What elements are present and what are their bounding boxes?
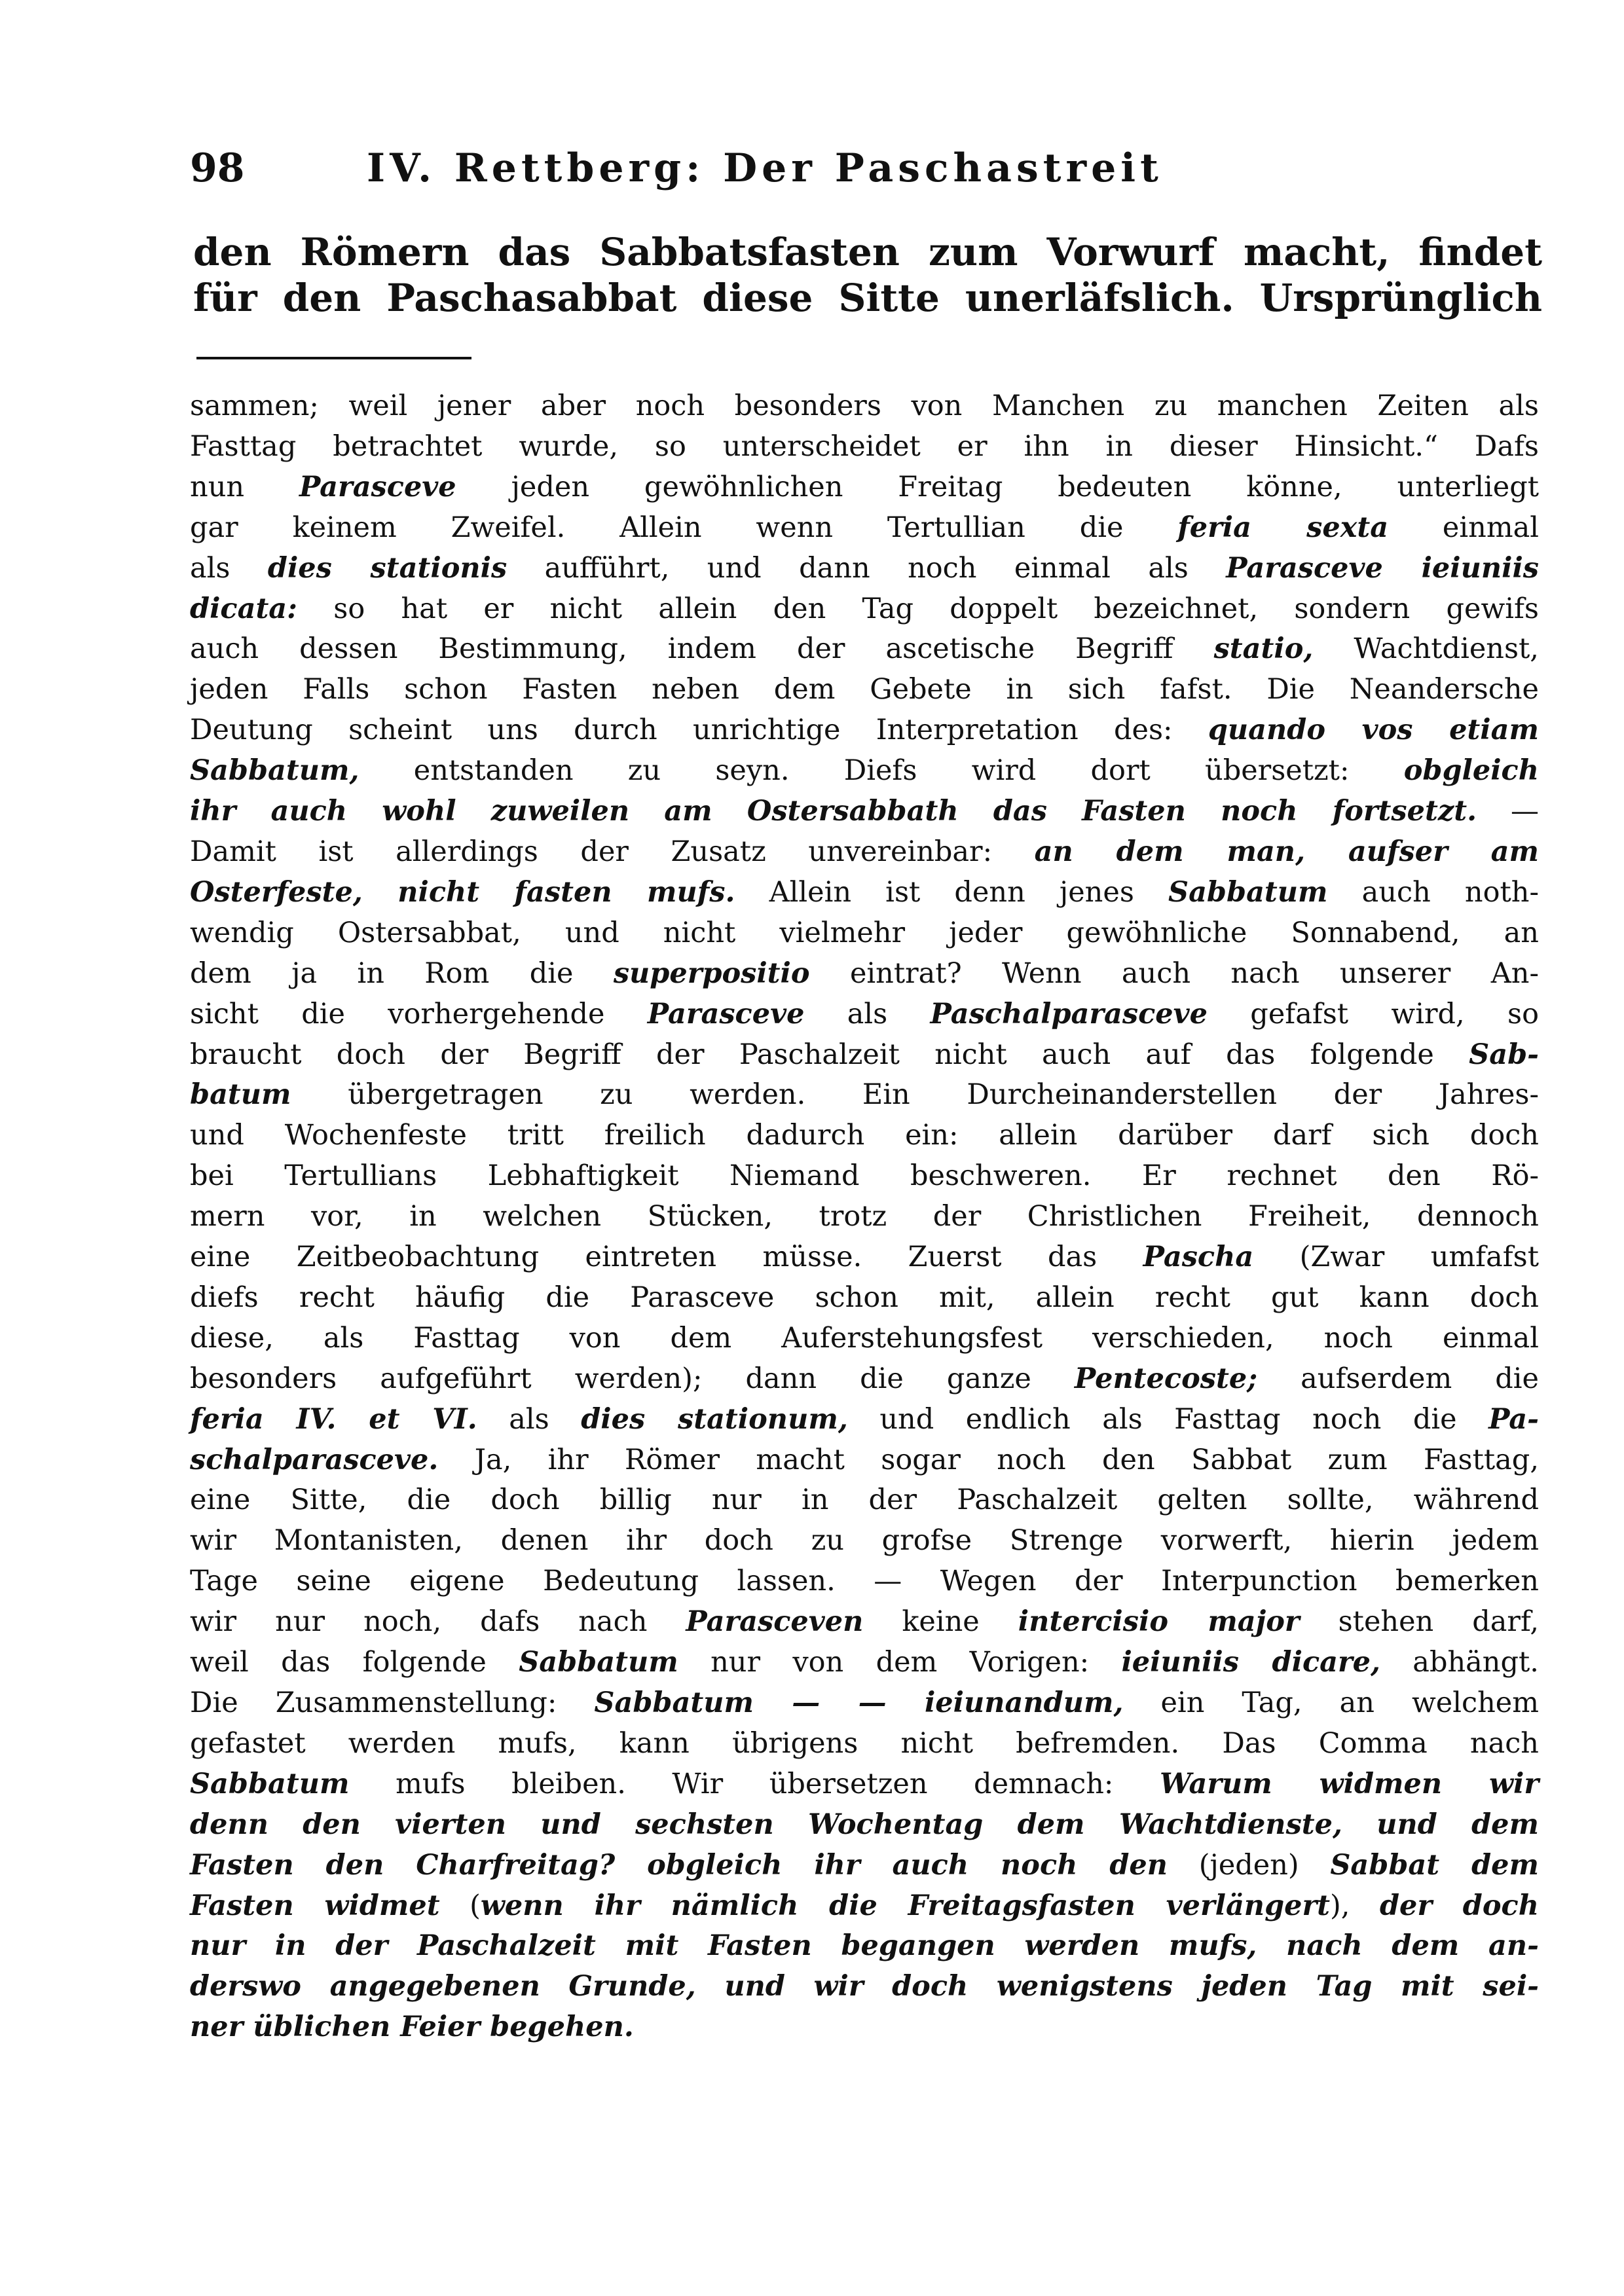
footnote-italic-run: Osterfeste, nicht fasten mufs. — [190, 875, 735, 909]
footnote-text-run: wir nur noch, dafs nach — [190, 1605, 686, 1639]
running-head — [190, 145, 1342, 191]
running-title: IV. Rettberg: Der Paschastreit — [367, 145, 1163, 191]
footnote-text-run: entstanden zu seyn. Diefs wird dort übersetzt: — [359, 754, 1404, 788]
footnote-text-run: Damit ist allerdings der Zusatz unvereinbar: — [190, 835, 1035, 868]
footnote-italic-run: ner üblichen Feier begehen. — [190, 2011, 634, 2044]
footnote-line — [190, 1643, 1539, 1683]
footnote-italic-run: Fasten widmet — [190, 1889, 440, 1922]
footnote-line — [190, 386, 1539, 427]
footnote-line — [190, 1278, 1539, 1319]
footnote-text-run: eintrat? Wenn auch nach unserer An- — [809, 957, 1539, 990]
main-text — [193, 229, 1542, 321]
footnote-italic-run: quando vos etiam — [1208, 714, 1539, 747]
footnote-text-run: stehen darf, — [1299, 1605, 1540, 1639]
footnote-text-run: gar keinem Zweifel. Allein wenn Tertullian die — [190, 511, 1178, 544]
footnote-line — [190, 832, 1539, 873]
footnote-italic-run: Sabbatum — [190, 1767, 350, 1800]
page-number: 98 — [190, 145, 245, 191]
footnote-text-run: nur von dem Vorigen: — [678, 1646, 1122, 1679]
footnote-line — [190, 589, 1539, 630]
footnote-text-run: so hat er nicht allein den Tag doppelt bezeichnet, sondern gewifs — [297, 592, 1539, 625]
footnote-text-run: Allein ist denn jenes — [735, 875, 1169, 909]
footnote-text-run: Ja, ihr Römer macht sogar noch den Sabbat zum Fasttag, — [438, 1443, 1539, 1476]
footnote-italic-run: dies stationum, — [581, 1402, 848, 1436]
footnote-line — [190, 549, 1539, 589]
footnote-line — [190, 1561, 1539, 1602]
footnote-text-run: und endlich als Fasttag noch die — [847, 1402, 1489, 1436]
footnote-line — [190, 1075, 1539, 1116]
footnote-text-run: jeden Falls schon Fasten neben dem Gebete in sich fafst. Die Neandersche — [190, 673, 1539, 706]
footnote-line — [190, 1926, 1539, 1967]
footnote-italic-run: statio, — [1213, 632, 1314, 666]
footnote-italic-run: ihr auch wohl zuweilen am Ostersabbath das Fasten noch fortsetzt. — [190, 795, 1477, 828]
footnote-text-run: Fasttag betrachtet wurde, so unterscheidet er ihn in dieser Hinsicht.“ Dafs — [190, 429, 1539, 463]
footnote-text-run: diese, als Fasttag von dem Auferstehungsfest verschieden, noch einmal — [190, 1321, 1539, 1355]
footnote-text-run: und Wochenfeste tritt freilich dadurch ein: allein darüber darf sich doch — [190, 1119, 1539, 1152]
footnote-text-run: sicht die vorhergehende — [190, 997, 648, 1030]
footnote-italic-run: dicata: — [190, 592, 298, 625]
footnote-text-run: als — [477, 1402, 581, 1436]
footnote-italic-run: Sab- — [1469, 1038, 1539, 1071]
footnote-italic-run: wenn ihr nämlich die Freitagsfasten verlängert — [480, 1889, 1331, 1922]
footnote-line — [190, 1724, 1539, 1764]
main-text-line: den Römern das Sabbatsfasten zum Vorwurf macht, findet — [193, 230, 1542, 274]
footnote-line — [190, 913, 1539, 954]
footnote-text-run: abhängt. — [1380, 1646, 1539, 1679]
footnote-text-run: Die Zusammenstellung: — [190, 1686, 595, 1719]
footnote-text-run: gefastet werden mufs, kann übrigens nicht befremden. Das Comma nach — [190, 1726, 1539, 1760]
footnote-line — [190, 427, 1539, 467]
footnote-line — [190, 1359, 1539, 1400]
footnote-italic-run: Sabbatum, — [190, 754, 360, 788]
footnote-italic-run: nur in der Paschalzeit mit Fasten begangen werden mufs, nach dem an- — [190, 1929, 1539, 1963]
footnote-text-run: Deutung scheint uns durch unrichtige Interpretation des: — [190, 714, 1208, 747]
footnote-italic-run: derswo angegebenen Grunde, und wir doch wenigstens jeden Tag mit sei- — [190, 1970, 1539, 2003]
footnote-text-run: mern vor, in welchen Stücken, trotz der Christlichen Freiheit, dennoch — [190, 1200, 1539, 1233]
footnote-text-run: sammen; weil jener aber noch besonders von Manchen zu manchen Zeiten als — [190, 390, 1539, 422]
footnote-divider — [196, 357, 471, 359]
footnote-text-run: jeden gewöhnlichen Freitag bedeuten könne, unterliegt — [456, 470, 1540, 503]
footnote-block — [190, 386, 1539, 2048]
footnote-italic-run: Pa- — [1488, 1402, 1539, 1436]
footnote-text-run: aufserdem die — [1257, 1362, 1539, 1395]
footnote-line — [190, 1197, 1539, 1237]
footnote-italic-run: der doch — [1379, 1889, 1539, 1922]
footnote-line — [190, 629, 1539, 670]
footnote-text-run: — — [1477, 795, 1540, 828]
footnote-line — [190, 508, 1539, 549]
footnote-italic-run: Fasten den Charfreitag? obgleich ihr auch noch den — [190, 1848, 1168, 1882]
footnote-text-run: eine Sitte, die doch billig nur in der Paschalzeit gelten sollte, während — [190, 1484, 1539, 1517]
footnote-text-run: Tage seine eigene Bedeutung lassen. — Wegen der Interpunction bemerken — [190, 1565, 1539, 1598]
footnote-italic-run: feria sexta — [1177, 511, 1389, 544]
footnote-italic-run: Sabbatum — [1168, 875, 1328, 909]
footnote-italic-run: schalparasceve. — [190, 1443, 439, 1476]
footnote-text-run: einmal — [1388, 511, 1539, 544]
footnote-text-run: als — [190, 551, 268, 585]
footnote-text-run: auch noth- — [1327, 875, 1540, 909]
footnote-text-run: ), — [1330, 1889, 1380, 1922]
footnote-line — [190, 1156, 1539, 1197]
footnote-italic-run: Sabbatum — — ieiunandum, — [594, 1686, 1124, 1719]
footnote-text-run: (jeden) — [1168, 1848, 1331, 1882]
footnote-text-run: aufführt, und dann noch einmal als — [507, 551, 1227, 585]
footnote-line — [190, 1035, 1539, 1076]
footnote-text-run: Wachtdienst, — [1313, 632, 1539, 666]
main-text-line: für den Paschasabbat diese Sitte unerläfslich. Ursprünglich — [193, 276, 1542, 320]
footnote-line — [190, 1237, 1539, 1278]
footnote-italic-run: feria IV. et VI. — [190, 1402, 477, 1436]
footnote-line — [190, 467, 1539, 508]
footnote-text-run: wir Montanisten, denen ihr doch zu grofse Strenge vorwerft, hierin jedem — [190, 1524, 1539, 1558]
footnote-line — [190, 2007, 1539, 2048]
footnote-text-run: mufs bleiben. Wir übersetzen demnach: — [349, 1767, 1160, 1800]
footnote-line — [190, 670, 1539, 710]
footnote-line — [190, 1886, 1539, 1927]
footnote-line — [190, 792, 1539, 832]
footnote-line — [190, 1764, 1539, 1805]
footnote-italic-run: an dem man, aufser am — [1034, 835, 1539, 868]
footnote-text-run: braucht doch der Begriff der Paschalzeit nicht auch auf das folgende — [190, 1038, 1469, 1071]
footnote-line — [190, 751, 1539, 792]
footnote-line — [190, 873, 1539, 913]
footnote-text-run: ( — [439, 1889, 481, 1922]
footnote-text-run: auch dessen Bestimmung, indem der ascetische Begriff — [190, 632, 1214, 666]
footnote-italic-run: dies stationis — [267, 551, 507, 585]
footnote-italic-run: ieiuniis dicare, — [1121, 1646, 1380, 1679]
footnote-italic-run: Parasceven — [686, 1605, 864, 1639]
footnote-text-run: übergetragen zu werden. Ein Durcheinanderstellen der Jahres- — [291, 1078, 1539, 1112]
footnote-text-run: bei Tertullians Lebhaftigkeit Niemand beschweren. Er rechnet den Rö- — [190, 1159, 1539, 1193]
footnote-line — [190, 1440, 1539, 1481]
footnote-italic-run: Pentecoste; — [1074, 1362, 1258, 1395]
footnote-text-run: keine — [863, 1605, 1018, 1639]
footnote-italic-run: Parasceve ieiuniis — [1226, 551, 1540, 585]
footnote-italic-run: Sabbat dem — [1330, 1848, 1539, 1882]
footnote-text-run: eine Zeitbeobachtung eintreten müsse. Zuerst das — [190, 1241, 1143, 1274]
footnote-italic-run: obgleich — [1403, 754, 1539, 788]
footnote-italic-run: Parasceve — [299, 470, 456, 503]
footnote-line — [190, 1319, 1539, 1359]
footnote-text-run: dem ja in Rom die — [190, 957, 614, 990]
footnote-italic-run: Sabbatum — [519, 1646, 678, 1679]
footnote-line — [190, 1521, 1539, 1561]
footnote-line — [190, 1683, 1539, 1724]
footnote-text-run: weil das folgende — [190, 1646, 519, 1679]
footnote-line — [190, 710, 1539, 751]
footnote-italic-run: denn den vierten und sechsten Wochentag dem Wachtdienste, und dem — [190, 1808, 1539, 1841]
footnote-text-run: gefafst wird, so — [1207, 997, 1539, 1030]
footnote-text-run: wendig Ostersabbat, und nicht vielmehr jeder gewöhnliche Sonnabend, an — [190, 916, 1539, 949]
footnote-line — [190, 1805, 1539, 1846]
footnote-italic-run: Warum widmen wir — [1159, 1767, 1539, 1800]
footnote-line — [190, 1116, 1539, 1156]
footnote-text-run: ein Tag, an welchem — [1123, 1686, 1539, 1719]
footnote-line — [190, 1967, 1539, 2007]
footnote-italic-run: intercisio major — [1018, 1605, 1300, 1639]
footnote-line — [190, 1480, 1539, 1521]
footnote-italic-run: batum — [190, 1078, 291, 1112]
footnote-line — [190, 954, 1539, 994]
footnote-line — [190, 1602, 1539, 1643]
footnote-italic-run: Pascha — [1143, 1241, 1254, 1274]
footnote-text-run: als — [804, 997, 931, 1030]
footnote-italic-run: superpositio — [613, 957, 810, 990]
footnote-text-run: besonders aufgeführt werden); dann die ganze — [190, 1362, 1075, 1395]
footnote-line — [190, 994, 1539, 1035]
footnote-text-run: diefs recht häufig die Parasceve schon mit, allein recht gut kann doch — [190, 1281, 1539, 1314]
footnote-line — [190, 1846, 1539, 1886]
footnote-italic-run: Parasceve — [647, 997, 805, 1030]
footnote-line — [190, 1400, 1539, 1440]
footnote-italic-run: Paschalparasceve — [930, 997, 1208, 1030]
footnote-text-run: (Zwar umfafst — [1253, 1241, 1539, 1274]
footnote-text-run: nun — [190, 470, 299, 503]
